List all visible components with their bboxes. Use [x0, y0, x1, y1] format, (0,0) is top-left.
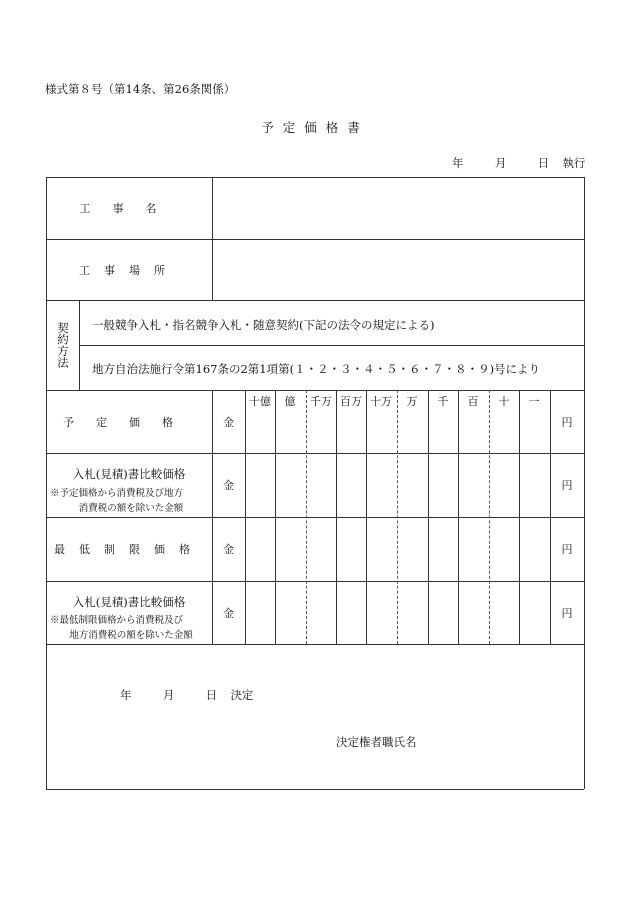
- digit-unit-header: 十万: [370, 395, 392, 408]
- minimum-limit-price-label: 最低制限価格: [54, 543, 204, 556]
- price-prefix: 金: [223, 606, 234, 620]
- bid-comparison-amount-field[interactable]: [246, 454, 549, 516]
- execution-year: 年: [452, 156, 464, 170]
- decision-year: 年: [120, 688, 132, 702]
- price-suffix: 円: [561, 479, 573, 492]
- minimum-comparison-note-line2: 地方消費税の額を除いた金額: [69, 630, 193, 641]
- decision-authority-label: 決定権者職氏名: [336, 735, 417, 749]
- decision-month: 月: [162, 688, 175, 702]
- digit-unit-header: 一: [528, 395, 540, 408]
- planned-price-label: 予定価格: [63, 415, 195, 429]
- page-title: 予定価格書: [261, 120, 369, 135]
- execution-suffix: 執行: [562, 156, 586, 170]
- price-prefix: 金: [223, 479, 234, 492]
- contract-method-options[interactable]: 一般競争入札・指名競争入札・随意契約(下記の法令の規定による): [92, 318, 435, 332]
- bid-comparison-note-line1: ※予定価格から消費税及び地方: [50, 488, 184, 499]
- price-prefix: 金: [223, 415, 234, 429]
- minimum-limit-amount-field[interactable]: [246, 518, 549, 580]
- digit-unit-header: 百: [467, 395, 479, 408]
- project-location-field[interactable]: [213, 240, 583, 300]
- contract-method-law-clause[interactable]: 地方自治法施行令第167条の2第1項第(１・２・３・４・５・６・７・８・９)号により: [92, 362, 541, 376]
- planned-price-amount-field[interactable]: [246, 408, 549, 452]
- minimum-comparison-amount-field[interactable]: [246, 582, 549, 643]
- execution-day: 日: [537, 156, 550, 170]
- form-reference: 様式第８号（第14条、第26条関係）: [45, 82, 236, 96]
- price-suffix: 円: [561, 543, 573, 556]
- project-name-label: 工事名: [79, 202, 179, 215]
- digit-unit-header: 億: [284, 395, 296, 408]
- bid-comparison-note-line2: 消費税の額を除いた金額: [78, 503, 184, 514]
- minimum-comparison-price-label: 入札(見積)書比較価格: [72, 595, 186, 609]
- digit-unit-header: 千: [437, 395, 449, 408]
- project-name-field[interactable]: [213, 178, 583, 239]
- price-suffix: 円: [561, 415, 573, 429]
- project-location-label: 工事場所: [79, 263, 179, 277]
- digit-unit-header: 百万: [340, 395, 362, 408]
- digit-unit-header: 十億: [249, 395, 271, 408]
- execution-month: 月: [494, 156, 507, 170]
- digit-unit-header: 万: [406, 395, 418, 408]
- decision-day: 日: [205, 688, 218, 702]
- execution-date: [452, 155, 585, 171]
- decision-date[interactable]: [120, 687, 253, 703]
- decision-authority-name-field[interactable]: [420, 728, 570, 750]
- contract-method-label: 契約方法: [56, 322, 70, 368]
- price-prefix: 金: [223, 543, 234, 556]
- decision-suffix: 決定: [230, 688, 254, 702]
- minimum-comparison-note-line1: ※最低制限価格から消費税及び: [50, 615, 184, 626]
- price-suffix: 円: [561, 606, 573, 620]
- bid-comparison-price-label: 入札(見積)書比較価格: [72, 467, 186, 481]
- digit-unit-header: 十: [498, 395, 510, 408]
- digit-unit-header: 千万: [310, 395, 332, 408]
